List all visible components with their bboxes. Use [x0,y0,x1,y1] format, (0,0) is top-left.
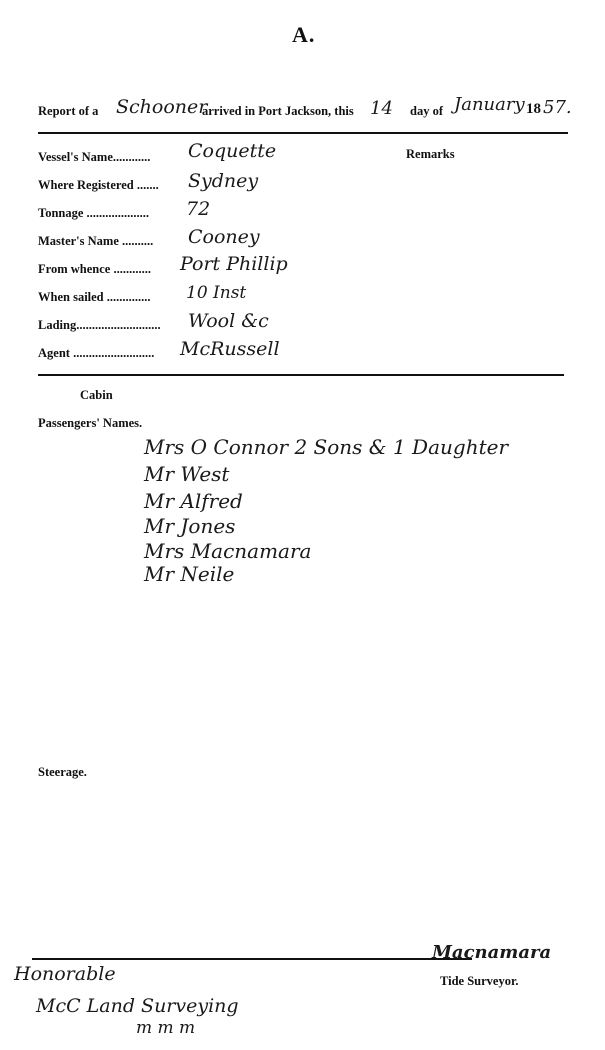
field-label-agent: Agent .......................... [38,346,155,360]
field-value-masters-name: Cooney [188,226,260,248]
field-value-vessel-name: Coquette [188,140,277,162]
annotation-line-3: m m m [136,1018,196,1038]
form-letter: A. [292,22,316,47]
cabin-label: Cabin [80,388,113,402]
header-middle: arrived in Port Jackson, this [202,104,354,118]
annotation-line-1: Honorable [14,963,116,985]
field-value-where-registered: Sydney [188,170,259,192]
passenger-name: Mr Jones [144,514,236,538]
field-value-lading: Wool &c [188,310,269,332]
passenger-name: Mr Alfred [144,489,243,513]
field-label-tonnage: Tonnage .................... [38,206,150,220]
passenger-name: Mr West [144,462,230,486]
field-label-where-registered: Where Registered ....... [38,178,159,192]
header-year-prefix: 18 [526,101,541,117]
surveyor-signature: Macnamara [432,942,552,963]
remarks-label: Remarks [406,147,455,161]
passenger-name: Mrs Macnamara [144,539,312,563]
field-label-masters-name: Master's Name .......... [38,234,154,248]
header-rule [38,132,568,134]
header-month: January [454,94,525,115]
signature-rule [32,958,472,960]
field-value-from-whence: Port Phillip [180,253,288,275]
header-year-suffix: 57. [543,97,572,118]
passengers-label: Passengers' Names. [38,416,143,430]
field-value-agent: McRussell [180,338,280,360]
steerage-label: Steerage. [38,765,87,779]
header-vessel-type: Schooner [116,96,208,118]
fields-rule [38,374,564,376]
annotation-line-2: McC Land Surveying [36,995,239,1017]
header-prefix: Report of a [38,104,99,118]
passenger-name: Mrs O Connor 2 Sons & 1 Daughter [144,435,509,459]
passenger-name: Mr Neile [144,562,235,586]
field-value-when-sailed: 10 Inst [186,283,247,303]
field-label-when-sailed: When sailed .............. [38,290,151,304]
field-label-lading: Lading........................... [38,318,161,332]
field-label-from-whence: From whence ............ [38,262,151,276]
header-day-of: day of [410,104,443,118]
field-label-vessel-name: Vessel's Name............ [38,150,151,164]
surveyor-label: Tide Surveyor. [440,974,519,988]
field-value-tonnage: 72 [186,198,211,220]
header-day: 14 [370,98,393,119]
